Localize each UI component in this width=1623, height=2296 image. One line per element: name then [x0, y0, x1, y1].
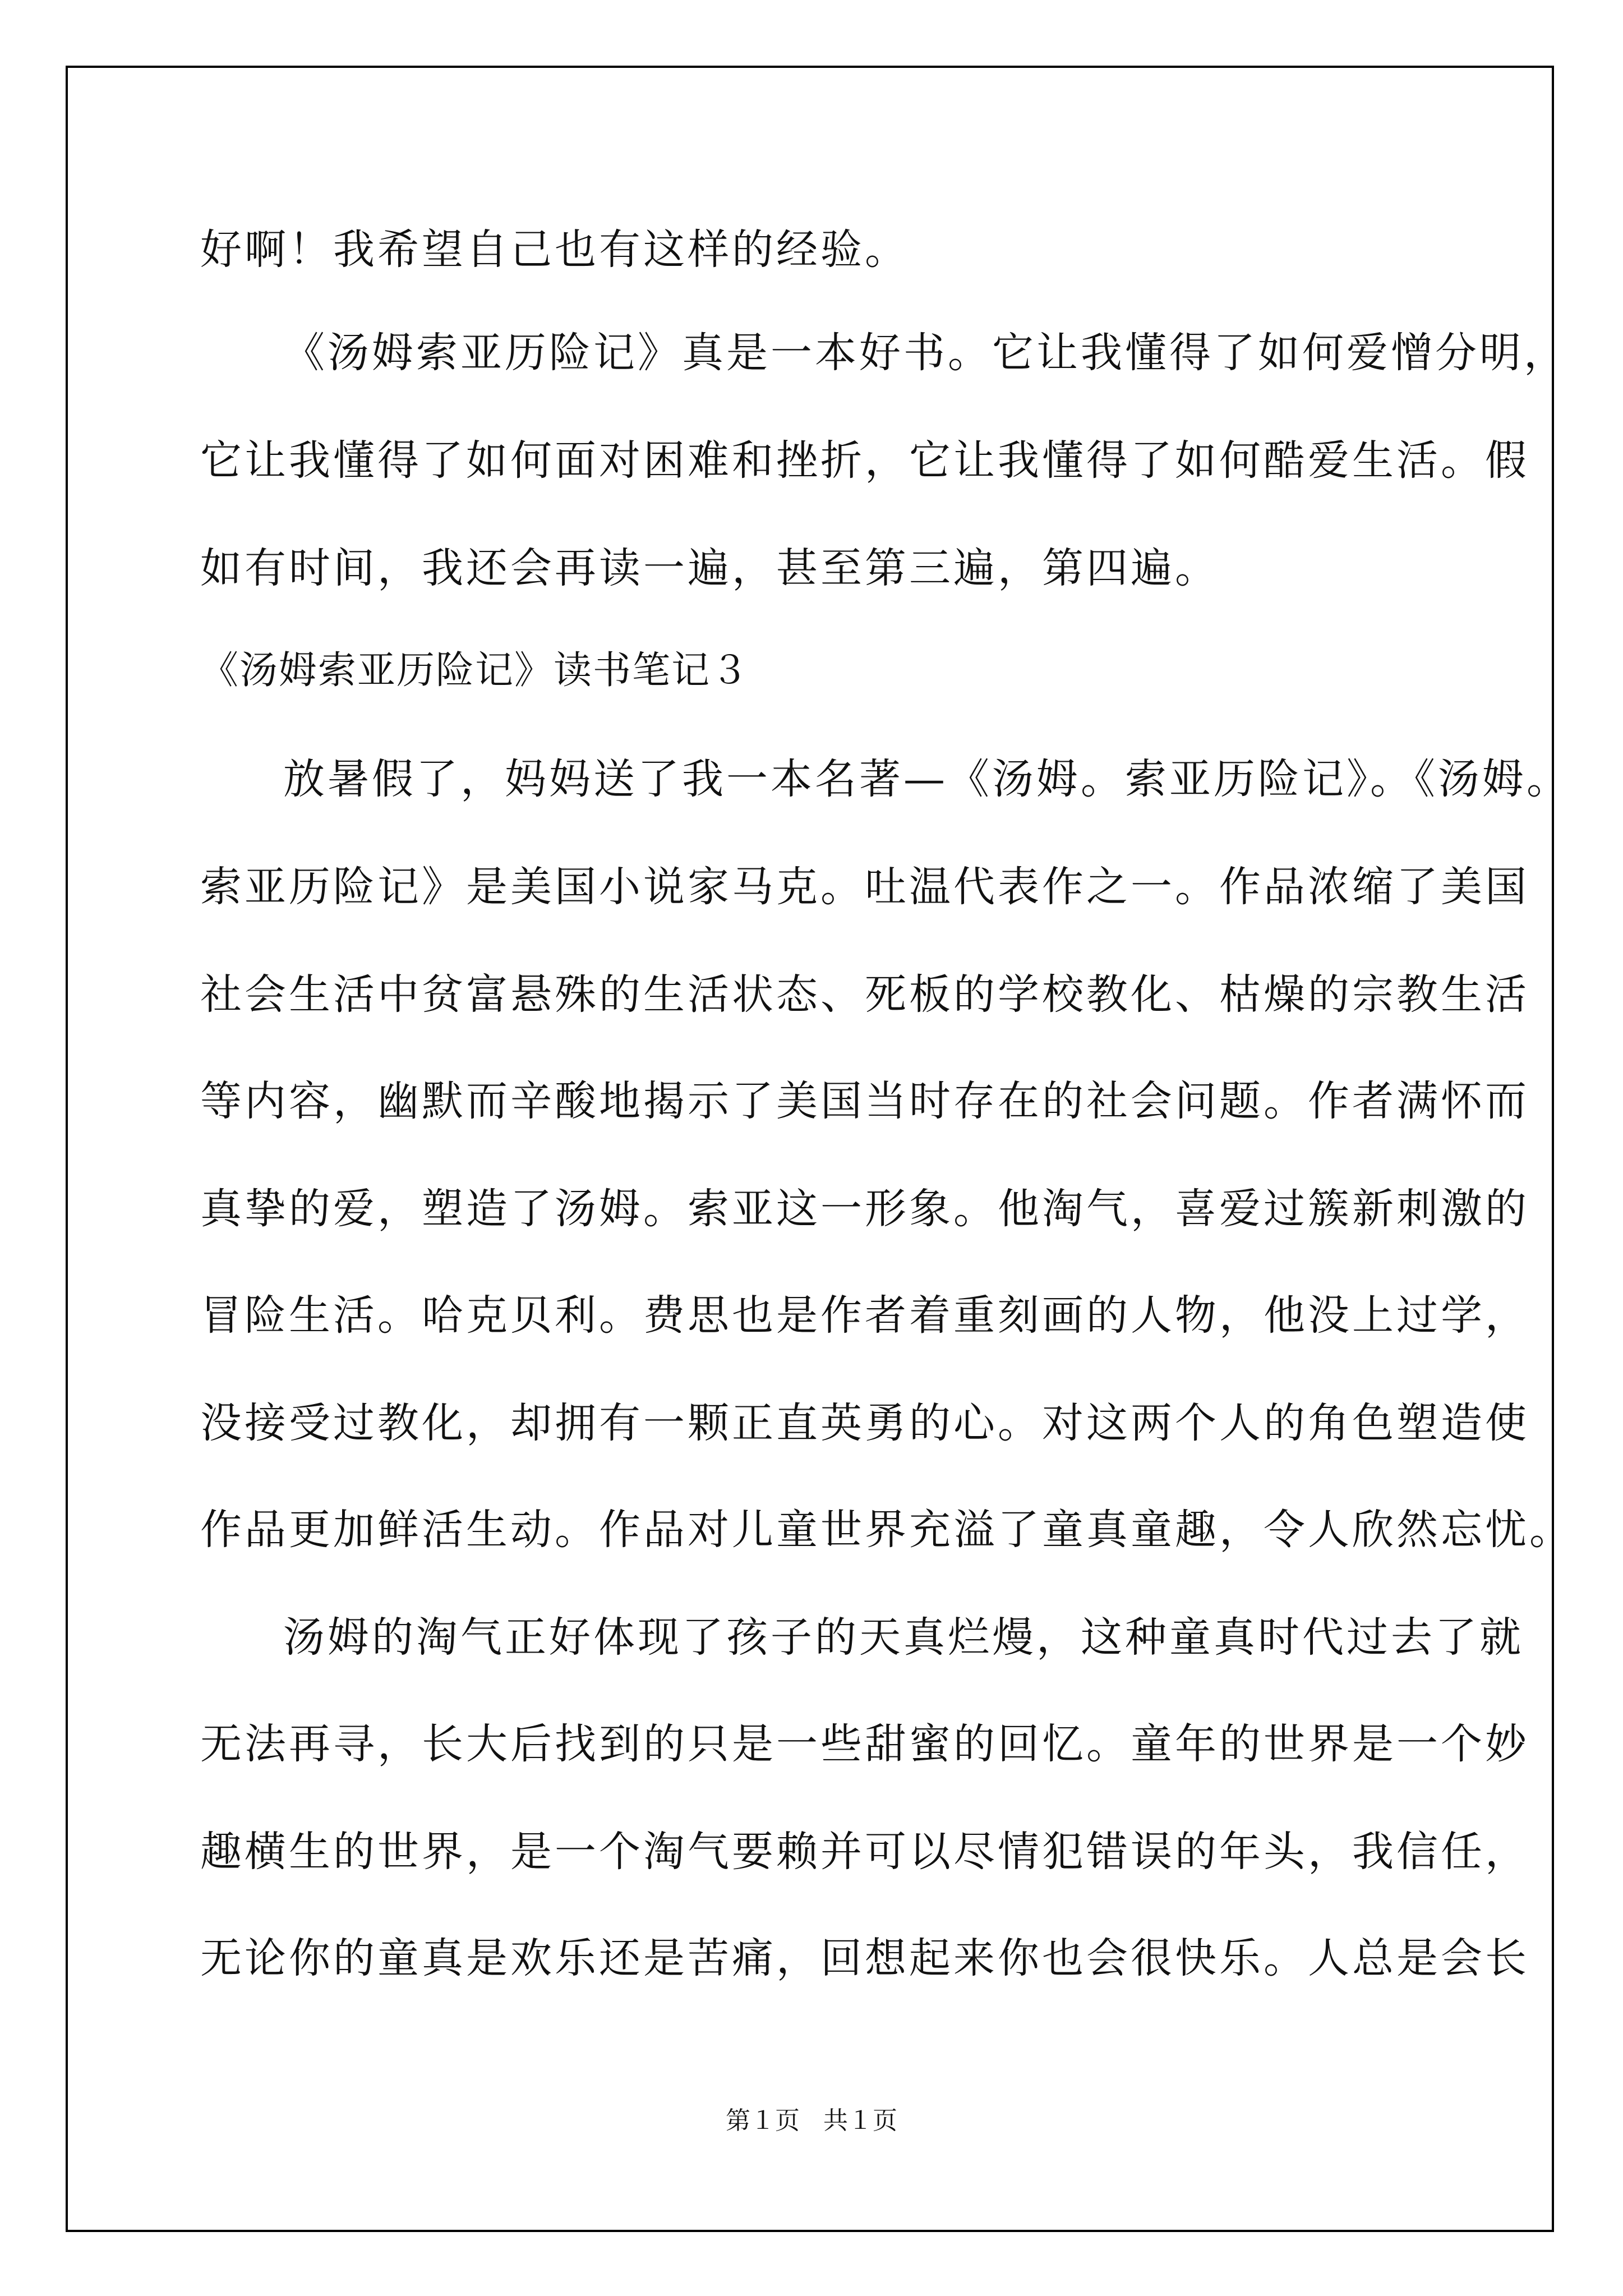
paragraph-line: 没接受过教化，却拥有一颗正直英勇的心。对这两个人的角色塑造使	[200, 1399, 1529, 1447]
page-border	[66, 66, 1554, 2232]
paragraph-line: 作品更加鲜活生动。作品对儿童世界充溢了童真童趣，令人欣然忘忧。	[200, 1506, 1574, 1554]
paragraph-line: 无论你的童真是欢乐还是苦痛，回想起来你也会很快乐。人总是会长	[200, 1934, 1529, 1982]
paragraph-line: 无法再寻，长大后找到的只是一些甜蜜的回忆。童年的世界是一个妙	[200, 1720, 1529, 1768]
paragraph-line: 汤姆的淘气正好体现了孩子的天真烂熳，这种童真时代过去了就	[283, 1613, 1524, 1662]
paragraph-line: 真挚的爱，塑造了汤姆。索亚这一形象。他淘气，喜爱过簇新刺激的	[200, 1185, 1529, 1233]
paragraph-line: 放暑假了，妈妈送了我一本名著—《汤姆。索亚历险记》。《汤姆。	[283, 755, 1571, 803]
paragraph-line: 《汤姆索亚历险记》真是一本好书。它让我懂得了如何爱憎分明，	[283, 329, 1568, 377]
paragraph-line: 冒险生活。哈克贝利。费思也是作者着重刻画的人物，他没上过学，	[200, 1291, 1529, 1340]
paragraph-line: 它让我懂得了如何面对困难和挫折，它让我懂得了如何酷爱生活。假	[200, 436, 1529, 485]
paragraph-line: 好啊！我希望自己也有这样的经验。	[200, 226, 909, 274]
paragraph-line: 索亚历险记》是美国小说家马克。吐温代表作之一。作品浓缩了美国	[200, 863, 1529, 911]
paragraph-line: 如有时间，我还会再读一遍，甚至第三遍，第四遍。	[200, 544, 1219, 592]
paragraph-line: 社会生活中贫富悬殊的生活状态、死板的学校教化、枯燥的宗教生活	[200, 970, 1529, 1019]
paragraph-line: 等内容，幽默而辛酸地揭示了美国当时存在的社会问题。作者满怀而	[200, 1077, 1529, 1125]
paragraph-line: 趣横生的世界，是一个淘气要赖并可以尽情犯错误的年头，我信任，	[200, 1828, 1529, 1876]
page-footer: 第１页 共１页	[726, 2106, 897, 2135]
section-heading: 《汤姆索亚历险记》读书笔记３	[200, 648, 750, 693]
